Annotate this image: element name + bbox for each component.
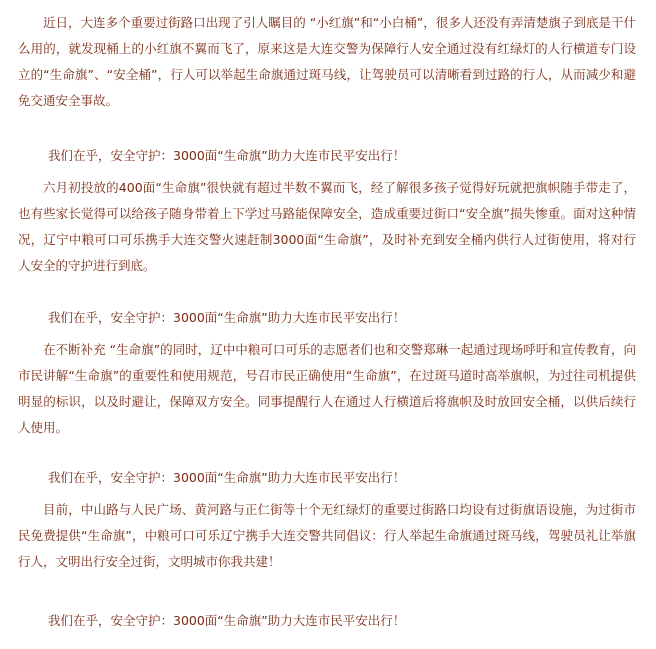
slogan-line: 我们在乎，安全守护：3000面“生命旗”助力大连市民平安出行！ bbox=[48, 613, 406, 628]
slogan-line: 我们在乎，安全守护：3000面“生命旗”助力大连市民平安出行！ bbox=[48, 470, 406, 485]
article-paragraph: 在不断补充 “生命旗”的同时，辽中中粮可口可乐的志愿者们也和交警郑琳一起通过现场呼吁和宣传教育，向市民讲解“生命旗”的重要性和使用规范，号召市民正确使用“生命旗”，在过斑马道时高举旗帜，为过往司机提供明显的标识，以及时避让，保障双方安全。同事提醒行人在通过人行横道后将旗帜及时放回安全桶，以供后续行人使用。 bbox=[18, 342, 636, 435]
slogan-line: 我们在乎，安全守护：3000面“生命旗”助力大连市民平安出行！ bbox=[48, 148, 406, 163]
article-paragraph: 目前，中山路与人民广场、黄河路与正仁街等十个无红绿灯的重要过街路口均设有过街旗语设施，为过街市民免费提供“生命旗”，中粮可口可乐辽宁携手大连交警共同倡议：行人举起生命旗通过斑马线，驾驶员礼让举旗行人，文明出行安全过街，文明城市你我共建！ bbox=[18, 502, 636, 569]
article-paragraph: 近日，大连多个重要过街路口出现了引人瞩目的 “小红旗”和“小白桶”，很多人还没有弄清楚旗子到底是干什么用的，就发现桶上的小红旗不翼而飞了，原来这是大连交警为保障行人安全通过没有红绿灯的人行横道专门设立的“生命旗”、“安全桶”，行人可以举起生命旗通过斑马线，让驾驶员可以清晰看到过路的行人，从而减少和避免交通安全事故。 bbox=[18, 15, 636, 108]
slogan-line: 我们在乎，安全守护：3000面“生命旗”助力大连市民平安出行！ bbox=[48, 310, 406, 325]
article-paragraph: 六月初投放的400面“生命旗”很快就有超过半数不翼而飞，经了解很多孩子觉得好玩就把旗帜随手带走了，也有些家长觉得可以给孩子随身带着上下学过马路能保障安全，造成重要过街口“安全旗”损失惨重。面对这种情况，辽宁中粮可口可乐携手大连交警火速赶制3000面“生命旗”，及时补充到安全桶内供行人过街使用，将对行人安全的守护进行到底。 bbox=[18, 180, 636, 273]
